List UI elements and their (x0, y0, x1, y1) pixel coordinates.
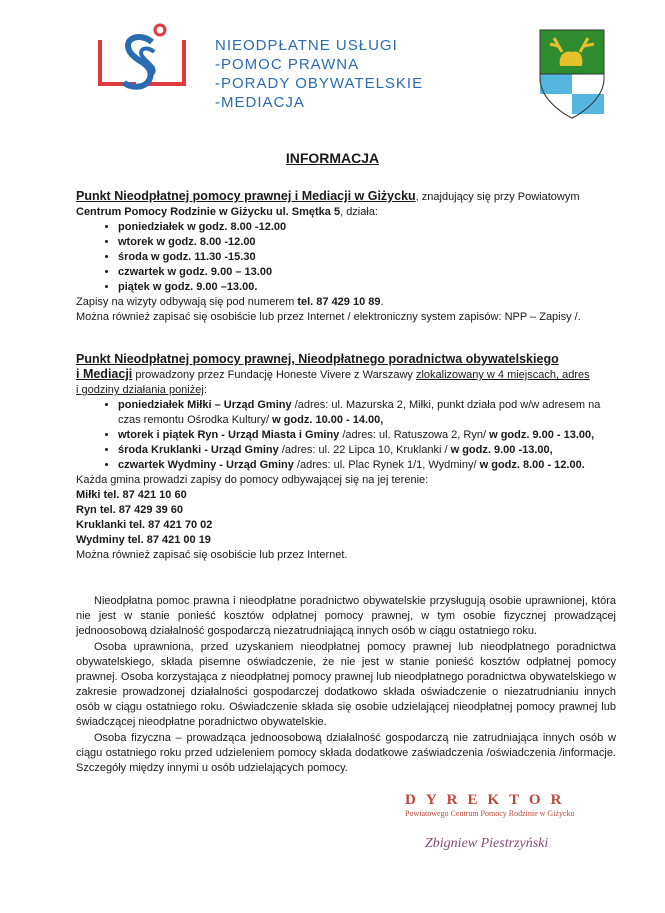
phone-prefix: Zapisy na wizyty odbywają się pod numerem (76, 296, 298, 308)
gmina-phone: Miłki tel. 87 421 10 60 (76, 489, 187, 501)
phone-suffix: . (380, 296, 384, 308)
gmina-phone: Ryn tel. 87 429 39 60 (76, 504, 184, 516)
location-address: /adres: ul. Plac Rynek 1/1, Wydminy/ (296, 459, 480, 471)
brand-line: NIEODPŁATNE USŁUGI (215, 37, 398, 54)
brand-text (215, 36, 423, 112)
brand-line: -MEDIACJA (215, 94, 305, 111)
location-address: /adres: ul. Ratuszowa 2, Ryn/ (342, 429, 490, 441)
gmina-phone: Wydminy tel. 87 421 00 19 (76, 534, 211, 546)
address: Centrum Pomocy Rodzinie w Giżycku ul. Smętka 5 (76, 206, 341, 218)
location-hours: w godz. 8.00 - 12.00. (479, 459, 585, 471)
each-gmina-note: Każda gmina prowadzi zapisy do pomocy odbywającej się na jej terenie: (76, 474, 429, 486)
stamp-subtitle: Powiatowego Centrum Pomocy Rodzinie w Giżycku (405, 809, 575, 818)
location-item (118, 443, 616, 458)
section-heading-cont: i Mediacji (76, 367, 133, 381)
location-hours: w godz. 9.00 - 13.00, (489, 429, 595, 441)
signature-name: Zbigniew Piestrzyński (425, 836, 549, 851)
coat-of-arms-icon (538, 28, 606, 120)
signature-stamp (405, 792, 605, 872)
paragraph: Osoba uprawniona, przed uzyskaniem nieodpłatnej pomocy prawnej lub nieodpłatnego poradnictwa obywatelskiego, składa pisemne oświadczenie, że nie jest w stanie ponieść kosztów odpłatnej pomocy prawnej. Osoba korzystająca z nieodpłatnej pomocy prawnej lub nieodpłatnego poradnictwa obywatelskiego w zakresie prowadzonej działalności gospodarczej dodatkowo składa oświadczenie o niezatrudnianiu innych osób w ciągu ostatniego roku. Oświadczenie składa się osobie udzielającej nieodpłatnej pomocy prawnej lub świadczącej nieodpłatne poradnictwo obywatelskie. (76, 641, 616, 728)
paragraph: Osoba fizyczna – prowadząca jednoosobową działalność gospodarczą nie zatrudniająca innych osób w ciągu ostatniego roku przed udzieleniem pomocy składa dodatkowe zaświadczenia /oświadczenia /informacje. Szczegóły między innymi u osób udzielających pomocy. (76, 732, 616, 774)
section-eligibility (76, 594, 616, 776)
section-citizen-advice (76, 352, 616, 563)
brand-line: -PORADY OBYWATELSKIE (215, 75, 424, 92)
location-item (118, 398, 616, 428)
location-name: poniedziałek Miłki – Urząd Gminy (118, 399, 295, 411)
location-hours: w godz. 9.00 -13.00, (450, 444, 553, 456)
paragraph: Nieodpłatna pomoc prawna i nieodpłatne poradnictwo obywatelskie przysługują osobie uprawnionej, która nie jest w stanie ponieść kosztów odpłatnej pomocy prawnej, w tym osobie fizycznej prowadzącej jednoosobową działalność gospodarczą niezatrudniającą innych osób w ciągu ostatniego roku. (76, 595, 616, 637)
online-note: Można również zapisać się osobiście lub przez Internet / elektroniczny system zapisów: NPP – Zapisy /. (76, 311, 581, 323)
location-address: /adres: ul. Mazurska 2, Miłki, punkt działa pod w/w adresem na czas remontu Ośrodka Kultury/ (118, 399, 601, 426)
location-name: wtorek i piątek Ryn - Urząd Miasta i Gminy (118, 429, 343, 441)
location-hours: w godz. 10.00 - 14.00, (272, 414, 384, 426)
hours-list (76, 220, 616, 295)
location-name: środa Kruklanki - Urząd Gminy (118, 444, 282, 456)
hours-item: • czwartek w godz. 9.00 – 13.00 (118, 265, 616, 280)
locations-list (76, 398, 616, 473)
stamp-title: DYREKTOR (405, 792, 572, 808)
brand-line: -POMOC PRAWNA (215, 56, 360, 73)
intro-text: i godziny działania poniżej (76, 384, 204, 396)
phone-number: tel. 87 429 10 89 (297, 296, 381, 308)
hours-item: • środa w godz. 11.30 -15.30 (118, 250, 616, 265)
hours-item: • piątek w godz. 9.00 –13.00. (118, 280, 616, 295)
section-heading: Punkt Nieodpłatnej pomocy prawnej i Mediacji w Giżycku (76, 189, 416, 203)
location-name: czwartek Wydminy - Urząd Gminy (118, 459, 297, 471)
online-note: Można również zapisać się osobiście lub przez Internet. (76, 549, 348, 561)
intro-text: prowadzony przez Fundację Honeste Vivere z Warszawy (132, 369, 416, 381)
page-title: INFORMACJA (285, 150, 380, 166)
location-item (118, 428, 616, 443)
legal-aid-logo (92, 22, 192, 102)
intro-text: , działa: (340, 206, 378, 218)
location-item (118, 458, 616, 473)
gmina-phone: Kruklanki tel. 87 421 70 02 (76, 519, 213, 531)
intro-text: : (203, 384, 207, 396)
hours-item: • wtorek w godz. 8.00 -12.00 (118, 235, 616, 250)
header (0, 0, 665, 135)
intro-text: , znajdujący się przy Powiatowym (415, 191, 580, 203)
intro-text: zlokalizowany w 4 miejscach, adres (415, 369, 590, 381)
section-legal-aid-gizycko (76, 189, 616, 325)
location-address: /adres: ul. 22 Lipca 10, Kruklanki / (281, 444, 451, 456)
hours-item: • poniedziałek w godz. 8.00 -12.00 (118, 220, 616, 235)
section-heading: Punkt Nieodpłatnej pomocy prawnej, Nieodpłatnego poradnictwa obywatelskiego (76, 352, 559, 366)
